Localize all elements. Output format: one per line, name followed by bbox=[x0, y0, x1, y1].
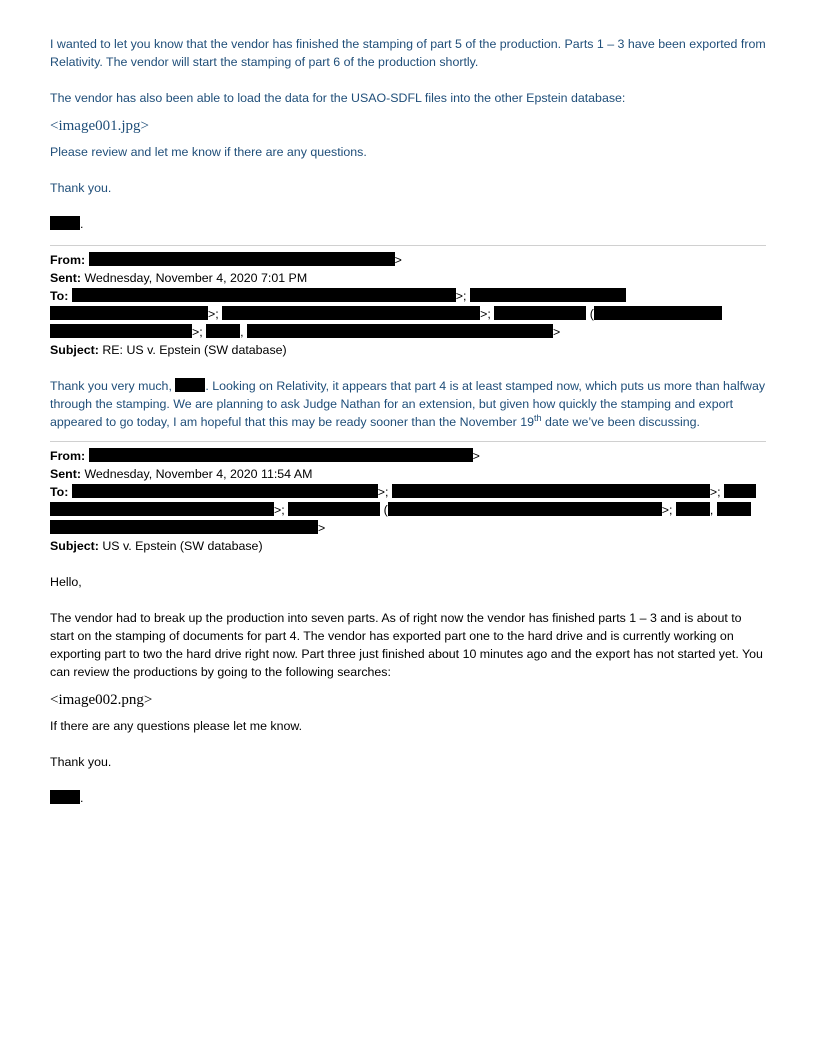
to-label: To: bbox=[50, 485, 69, 499]
sent-value: Wednesday, November 4, 2020 7:01 PM bbox=[84, 271, 308, 285]
email-2-body: Thank you very much, . Looking on Relativity, it appears that part 4 is at least stamped now, which puts us more than halfway through the stamping. We are planning to ask Judge Nathan for an extension, but given how quickly the stamping and export appeared to go today, I am hopeful that this may be ready sooner than the November 19th date we’ve been discussing. bbox=[50, 379, 766, 429]
email-3-closing: Thank you. bbox=[50, 755, 112, 769]
redaction-box bbox=[206, 324, 240, 338]
redaction-box bbox=[392, 484, 710, 498]
email-3-questions: If there are any questions please let me know. bbox=[50, 719, 303, 733]
redaction-box bbox=[72, 288, 456, 302]
redaction-box bbox=[50, 502, 274, 516]
email-header-3: From: > Sent: Wednesday, November 4, 2020 11:54 AM To: >; >; >; ( >; , > Subject: US v. Epstein (SW database) bbox=[50, 447, 766, 555]
redaction-box bbox=[50, 306, 208, 320]
redaction-box bbox=[50, 216, 80, 230]
subject-value: US v. Epstein (SW database) bbox=[102, 539, 263, 553]
redaction-box bbox=[222, 306, 480, 320]
redaction-box bbox=[72, 484, 378, 498]
redaction-box bbox=[676, 502, 710, 516]
redaction-box bbox=[247, 324, 553, 338]
image-placeholder-2: <image002.png> bbox=[50, 692, 153, 708]
top-paragraph-3: Please review and let me know if there are any questions. bbox=[50, 145, 367, 159]
email-header-2: From: > Sent: Wednesday, November 4, 2020 7:01 PM To: >; >; >; ( >; , > Subject: RE: US v. Epstein (SW database) bbox=[50, 251, 766, 359]
redaction-box bbox=[175, 378, 205, 392]
redaction-box bbox=[494, 306, 586, 320]
redaction-box bbox=[388, 502, 662, 516]
redaction-box bbox=[50, 790, 80, 804]
subject-label: Subject: bbox=[50, 343, 99, 357]
from-label: From: bbox=[50, 253, 86, 267]
redaction-box bbox=[594, 306, 722, 320]
to-label: To: bbox=[50, 289, 69, 303]
top-closing: Thank you. bbox=[50, 181, 112, 195]
from-label: From: bbox=[50, 449, 86, 463]
email-document bbox=[50, 35, 766, 807]
signature-redacted-1: . bbox=[50, 215, 766, 233]
sent-value: Wednesday, November 4, 2020 11:54 AM bbox=[84, 467, 313, 481]
redaction-box bbox=[50, 520, 318, 534]
redaction-box bbox=[288, 502, 380, 516]
email-3-greeting: Hello, bbox=[50, 575, 82, 589]
redaction-box bbox=[89, 252, 395, 266]
top-paragraph-2: The vendor has also been able to load the data for the USAO-SDFL files into the other Epstein database: bbox=[50, 91, 626, 105]
redaction-box bbox=[50, 324, 192, 338]
sent-label: Sent: bbox=[50, 467, 81, 481]
signature-redacted-2: . bbox=[50, 789, 766, 807]
subject-value: RE: US v. Epstein (SW database) bbox=[102, 343, 287, 357]
top-paragraph-1: I wanted to let you know that the vendor has finished the stamping of part 5 of the production. Parts 1 – 3 have been exported from Relativity. The vendor will start the stamping of part 6 of the production shortly. bbox=[50, 37, 766, 69]
redaction-box bbox=[724, 484, 756, 498]
redaction-box bbox=[717, 502, 751, 516]
redaction-box bbox=[470, 288, 626, 302]
redaction-box bbox=[89, 448, 473, 462]
subject-label: Subject: bbox=[50, 539, 99, 553]
image-placeholder-1: <image001.jpg> bbox=[50, 118, 149, 134]
sent-label: Sent: bbox=[50, 271, 81, 285]
email-3-body: The vendor had to break up the production into seven parts. As of right now the vendor has finished parts 1 – 3 and is about to start on the stamping of documents for part 4. The vendor has exported part one to the hard drive and is currently working on exporting part to two the hard drive right now. Part three just finished about 10 minutes ago and the export has not started yet. You can review the productions by going to the following searches: bbox=[50, 611, 763, 679]
